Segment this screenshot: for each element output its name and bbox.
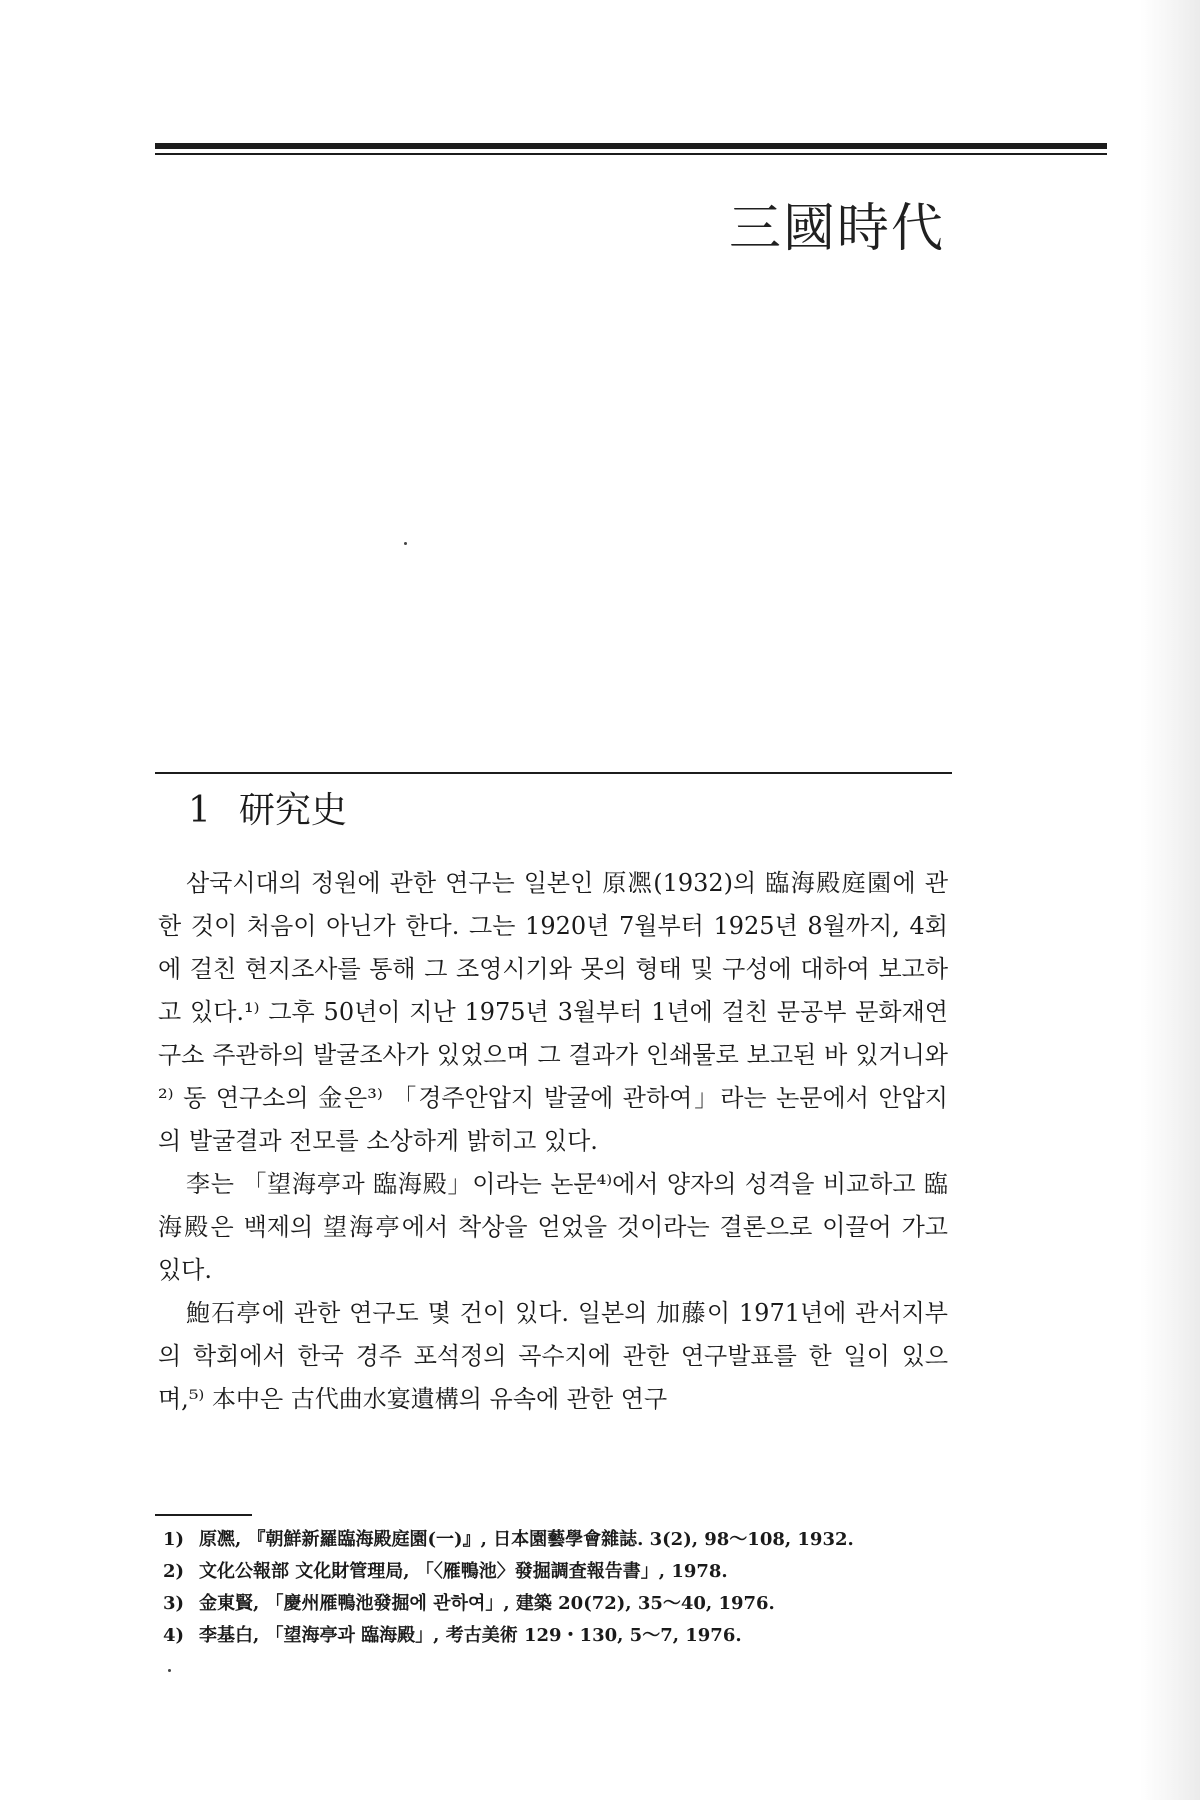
- header-rule-thin: [155, 153, 1107, 155]
- paragraph: 李는 「望海亭과 臨海殿」이라는 논문⁴⁾에서 양자의 성격을 비교하고 臨海殿은 백제의 望海亭에서 착상을 얻었을 것이라는 결론으로 이끌어 가고 있다.: [158, 1170, 948, 1284]
- footnote-mark: 3): [163, 1593, 185, 1614]
- footnote-mark: 1): [163, 1529, 185, 1550]
- section-heading: [188, 782, 347, 833]
- footnote-item: [163, 1620, 963, 1652]
- footnote-text: 原凞, 『朝鮮新羅臨海殿庭園(一)』, 日本園藝學會雜誌. 3(2), 98～108, 1932.: [199, 1529, 854, 1550]
- chapter-title: 三國時代: [728, 199, 945, 259]
- footnote-text: 文化公報部 文化財管理局, 「〈雁鴨池〉發掘調査報告書」, 1978.: [199, 1561, 728, 1582]
- paragraph: 鮑石亭에 관한 연구도 몇 건이 있다. 일본의 加藤이 1971년에 관서지부의 학회에서 한국 경주 포석정의 곡수지에 관한 연구발표를 한 일이 있으며,⁵⁾ 本中은 古代曲水宴遺構의 유속에 관한 연구: [158, 1299, 948, 1413]
- footnote-mark: 4): [163, 1625, 185, 1646]
- footnote-item: [163, 1588, 963, 1620]
- paragraph: 삼국시대의 정원에 관한 연구는 일본인 原凞(1932)의 臨海殿庭園에 관한 것이 처음이 아닌가 한다. 그는 1920년 7월부터 1925년 8월까지, 4회에 걸친 현지조사를 통해 그 조영시기와 못의 형태 및 구성에 대하여 보고하고 있다.¹⁾ 그후 50년이 지난 1975년 3월부터 1년에 걸친 문공부 문화재연구소 주관하의 발굴조사가 있었으며 그 결과가 인쇄물로 보고된 바 있거니와²⁾ 동 연구소의 金은³⁾ 「경주안압지 발굴에 관하여」라는 논문에서 안압지의 발굴결과 전모를 소상하게 밝히고 있다.: [158, 869, 948, 1155]
- print-speck: [168, 1669, 171, 1672]
- footnote-text: 李基白, 「望海亭과 臨海殿」, 考古美術 129・130, 5～7, 1976.: [199, 1625, 742, 1646]
- footnote-item: [163, 1524, 963, 1556]
- section-number: 1: [188, 790, 211, 831]
- footnotes: [163, 1524, 963, 1652]
- footnote-rule: [155, 1514, 252, 1516]
- page-edge-shadow: [1140, 0, 1200, 1800]
- footnote-text: 金東賢, 「慶州雁鴨池發掘에 관하여」, 建築 20(72), 35～40, 1976.: [199, 1593, 775, 1614]
- print-speck: [404, 542, 407, 545]
- footnote-item: [163, 1556, 963, 1588]
- body-text: [158, 862, 948, 1421]
- section-rule: [155, 772, 952, 774]
- header-rule-thick: [155, 143, 1107, 149]
- section-title: 研究史: [238, 790, 347, 831]
- footnote-mark: 2): [163, 1561, 185, 1582]
